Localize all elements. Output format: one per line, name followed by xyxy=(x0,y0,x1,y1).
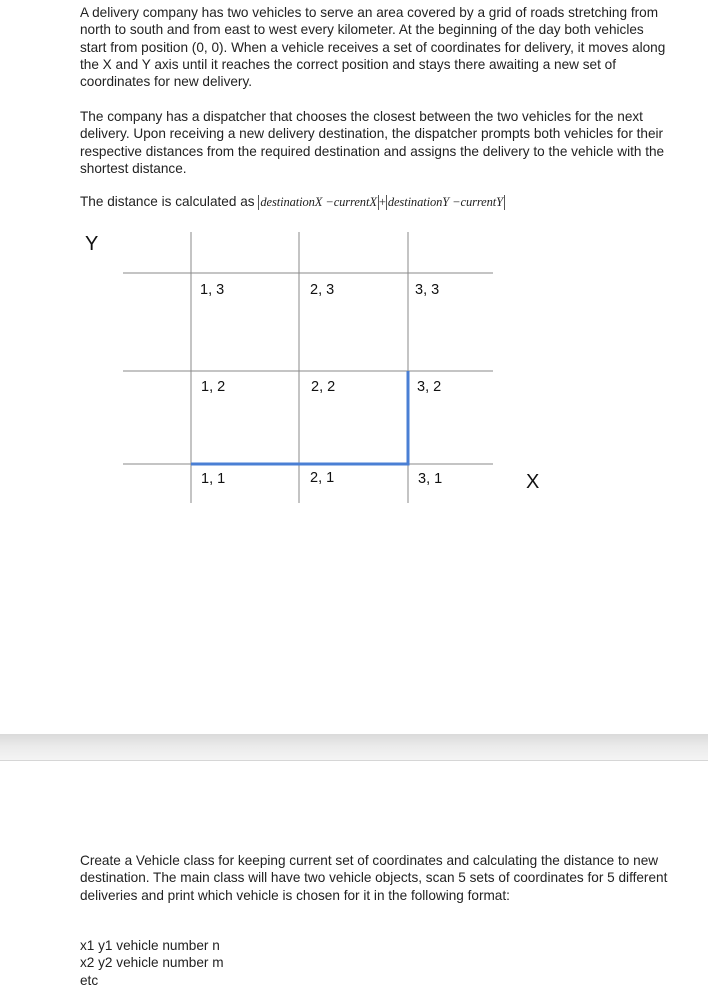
output-format-line-1: x1 y1 vehicle number n xyxy=(80,938,220,953)
formula-y-term: destinationY −currentY xyxy=(387,195,503,209)
page-divider xyxy=(0,734,708,761)
cell-1-2: 1, 2 xyxy=(201,379,226,395)
intro-paragraph: A delivery company has two vehicles to serve an area covered by a grid of roads stretching from north to south and from east to west every kilometer. At the beginning of the day both vehicles start from position (0, 0). When a vehicle receives a set of coordinates for delivery, it moves along the X and Y axis until it reaches the correct position and stays there awaiting a new set of coordinates for new delivery. xyxy=(80,5,666,90)
cell-3-2: 3, 2 xyxy=(417,379,442,395)
grid-lines xyxy=(0,225,708,515)
distance-intro-text: The distance is calculated as xyxy=(80,194,255,209)
x-axis-label: X xyxy=(526,471,540,493)
distance-formula xyxy=(258,195,505,209)
cell-3-3: 3, 3 xyxy=(415,282,440,298)
cell-2-2: 2, 2 xyxy=(311,379,336,395)
output-format-line-3: etc xyxy=(80,972,99,988)
formula-x-term: destinationX −currentX xyxy=(260,195,377,209)
cell-1-3: 1, 3 xyxy=(200,282,225,298)
y-axis-label: Y xyxy=(85,233,99,255)
formula-plus: + xyxy=(378,195,386,209)
output-format-block xyxy=(80,937,670,989)
coordinate-grid xyxy=(0,225,708,515)
cell-3-1: 3, 1 xyxy=(418,471,443,487)
distance-formula-line xyxy=(80,193,670,211)
cell-2-3: 2, 3 xyxy=(310,282,335,298)
dispatcher-paragraph: The company has a dispatcher that chooses the closest between the two vehicles for the next delivery. Upon receiving a new delivery destination, the dispatcher prompts both vehicles for their respective distances from the required destination and assigns the delivery to the vehicle with the shortest distance. xyxy=(80,109,665,176)
cell-1-1: 1, 1 xyxy=(201,471,226,487)
task-paragraph: Create a Vehicle class for keeping current set of coordinates and calculating the distance to new destination. The main class will have two vehicle objects, scan 5 sets of coordinates for 5 different deliveries and print which vehicle is chosen for it in the following format: xyxy=(80,853,668,903)
cell-2-1: 2, 1 xyxy=(310,470,335,486)
output-format-line-2: x2 y2 vehicle number m xyxy=(80,955,224,971)
